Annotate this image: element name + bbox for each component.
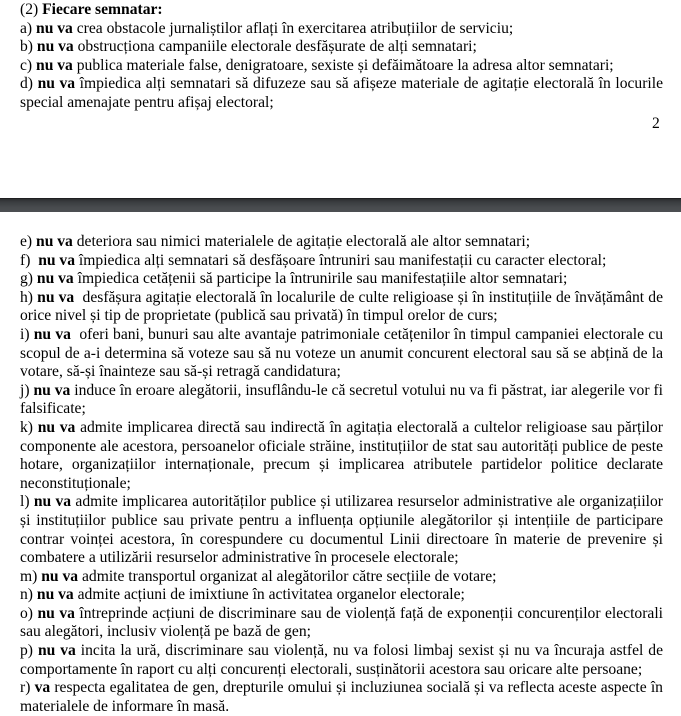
clause-item <box>20 568 663 587</box>
section-heading <box>20 1 663 20</box>
clause-label: a) <box>20 19 37 37</box>
clause-item <box>20 38 663 57</box>
clause-emphasis: nu va <box>37 418 76 436</box>
clause-list-bottom <box>20 233 667 716</box>
clause-emphasis: nu va <box>37 288 75 306</box>
clause-list-top <box>20 19 667 113</box>
clause-emphasis: nu va <box>38 251 76 269</box>
clause-emphasis: nu va <box>36 233 73 250</box>
clause-item <box>20 20 663 39</box>
clause-text: desfășura agitație electorală în localurile de culte religioase și în instituțiile de învățământ de orice nivel și tip de proprietate (publică sau privată) în timpul orelor de curs; <box>20 288 667 325</box>
clause-item <box>20 493 667 567</box>
clause-label: p) <box>20 642 38 660</box>
clause-text: admite implicarea autorităților publice și utilizarea resurselor administrative ale organizațiilor și instituțiilor publice sau private pentru a influența opțiunile alegătorilor și intențiile de participare contrar voinței acestora, în corespundere cu documentul Linii directoare în materie de prevenire și combatere a utilizării resurselor administrative în procesele electorale; <box>20 493 667 567</box>
clause-emphasis: nu va <box>33 381 71 399</box>
clause-emphasis: nu va <box>36 56 73 74</box>
clause-item <box>20 233 663 252</box>
clause-label: k) <box>20 418 38 436</box>
clause-text: deteriora sau nimici materialele de agitație electorală ale altor semnatari; <box>72 233 531 250</box>
clause-label: m) <box>20 567 42 585</box>
clause-text: publica materiale false, denigratoare, sexiste și defăimătoare la adresa altor semnatari; <box>72 56 614 74</box>
clause-label: b) <box>20 38 37 56</box>
clause-label: r) <box>20 679 35 697</box>
clause-text: împiedica alți semnatari să desfășoare întruniri sau manifestații cu caracter electoral; <box>75 251 607 269</box>
page-top-content <box>20 1 667 113</box>
clause-text: împiedica cetățenii să participe la întrunirile sau manifestațiile altor semnatari; <box>73 270 568 288</box>
clause-emphasis: nu va <box>36 586 74 604</box>
clause-item <box>20 57 663 76</box>
clause-item <box>20 642 667 679</box>
page-number: 2 <box>652 115 660 132</box>
clause-text: induce în eroare alegătorii, insuflându-le că secretul votului nu va fi păstrat, iar alegerile vor fi falsificate; <box>20 381 667 418</box>
clause-emphasis: nu va <box>33 325 71 343</box>
clause-label: f) <box>20 251 39 269</box>
clause-emphasis: nu va <box>36 19 73 37</box>
clause-emphasis: nu va <box>37 642 76 660</box>
clause-item <box>20 270 663 289</box>
clause-text: respecta egalitatea de gen, drepturile omului și incluziunea socială și va reflecta aceste aspecte în materialele de informare în masă. <box>20 679 667 715</box>
clause-label: l) <box>20 493 34 511</box>
clause-text: obstrucționa campaniile electorale desfășurate de alți semnatari; <box>73 38 477 56</box>
clause-label: g) <box>20 270 37 288</box>
clause-item <box>20 75 667 112</box>
clause-emphasis: nu va <box>33 493 72 511</box>
clause-text: întreprinde acțiuni de discriminare sau de violență față de exponenții concurenților electorali sau alegători, inclusiv violență pe bază de gen; <box>20 604 667 641</box>
clause-emphasis: nu va <box>37 604 75 622</box>
page-bottom-content <box>20 233 667 716</box>
clause-item <box>20 325 667 382</box>
clause-label: i) <box>20 325 34 343</box>
clause-emphasis: nu va <box>36 38 74 56</box>
clause-emphasis: va <box>34 679 51 697</box>
clause-text: admite implicarea directă sau indirectă în agitația electorală a cultelor religioase sau părților componente ale acestora, persoanelor oficiale străine, instituțiilor de stat sau autorități publice de peste hotare, organizațiilor internaționale, precum și implicarea atributele partidelor politice declarate neconstituționale; <box>20 418 667 492</box>
clause-emphasis: nu va <box>41 567 79 585</box>
clause-label: e) <box>20 233 37 250</box>
clause-item <box>20 381 667 419</box>
clause-item <box>20 604 667 642</box>
clause-text: oferi bani, bunuri sau alte avantaje patrimoniale cetățenilor în timpul campaniei electorale cu scopul de a-i determina să voteze sau să nu voteze un anumit concurent electoral sau să se abțină de la votare, să-și înainteze sau să-și retragă candidatura; <box>20 325 667 381</box>
clause-label: o) <box>20 604 38 622</box>
clause-text: admite acțiuni de imixtiune în activitatea organelor electorale; <box>73 586 465 604</box>
clause-item <box>20 288 667 326</box>
page-separator <box>0 198 681 212</box>
clause-item <box>20 586 663 605</box>
clause-emphasis: nu va <box>37 75 76 93</box>
clause-item <box>20 252 663 271</box>
heading-title: Fiecare semnatar: <box>42 1 163 18</box>
clause-text: incita la ură, discriminare sau violență, nu va folosi limbaj sexist și nu va încuraja astfel de comportamente în raport cu alți concurenți electorali, susținătorii acestora sau oricare alte persoane; <box>20 642 667 678</box>
clause-item <box>20 679 667 716</box>
clause-label: j) <box>20 381 34 399</box>
clause-label: c) <box>20 56 37 74</box>
heading-number: (2) <box>20 1 43 18</box>
clause-label: d) <box>20 75 38 93</box>
clause-label: h) <box>20 288 38 306</box>
clause-text: admite transportul organizat al alegătorilor către secțiile de votare; <box>78 567 497 585</box>
clause-item <box>20 418 667 493</box>
clause-label: n) <box>20 586 37 604</box>
clause-text: crea obstacole jurnaliștilor aflați în exercitarea atribuțiilor de serviciu; <box>72 19 514 37</box>
document-page-2 <box>0 0 681 198</box>
clause-text: împiedica alți semnatari să difuzeze sau să afișeze materiale de agitație electorală în locurile special amenajate pentru afișaj electoral; <box>20 75 667 111</box>
clause-emphasis: nu va <box>36 270 74 288</box>
